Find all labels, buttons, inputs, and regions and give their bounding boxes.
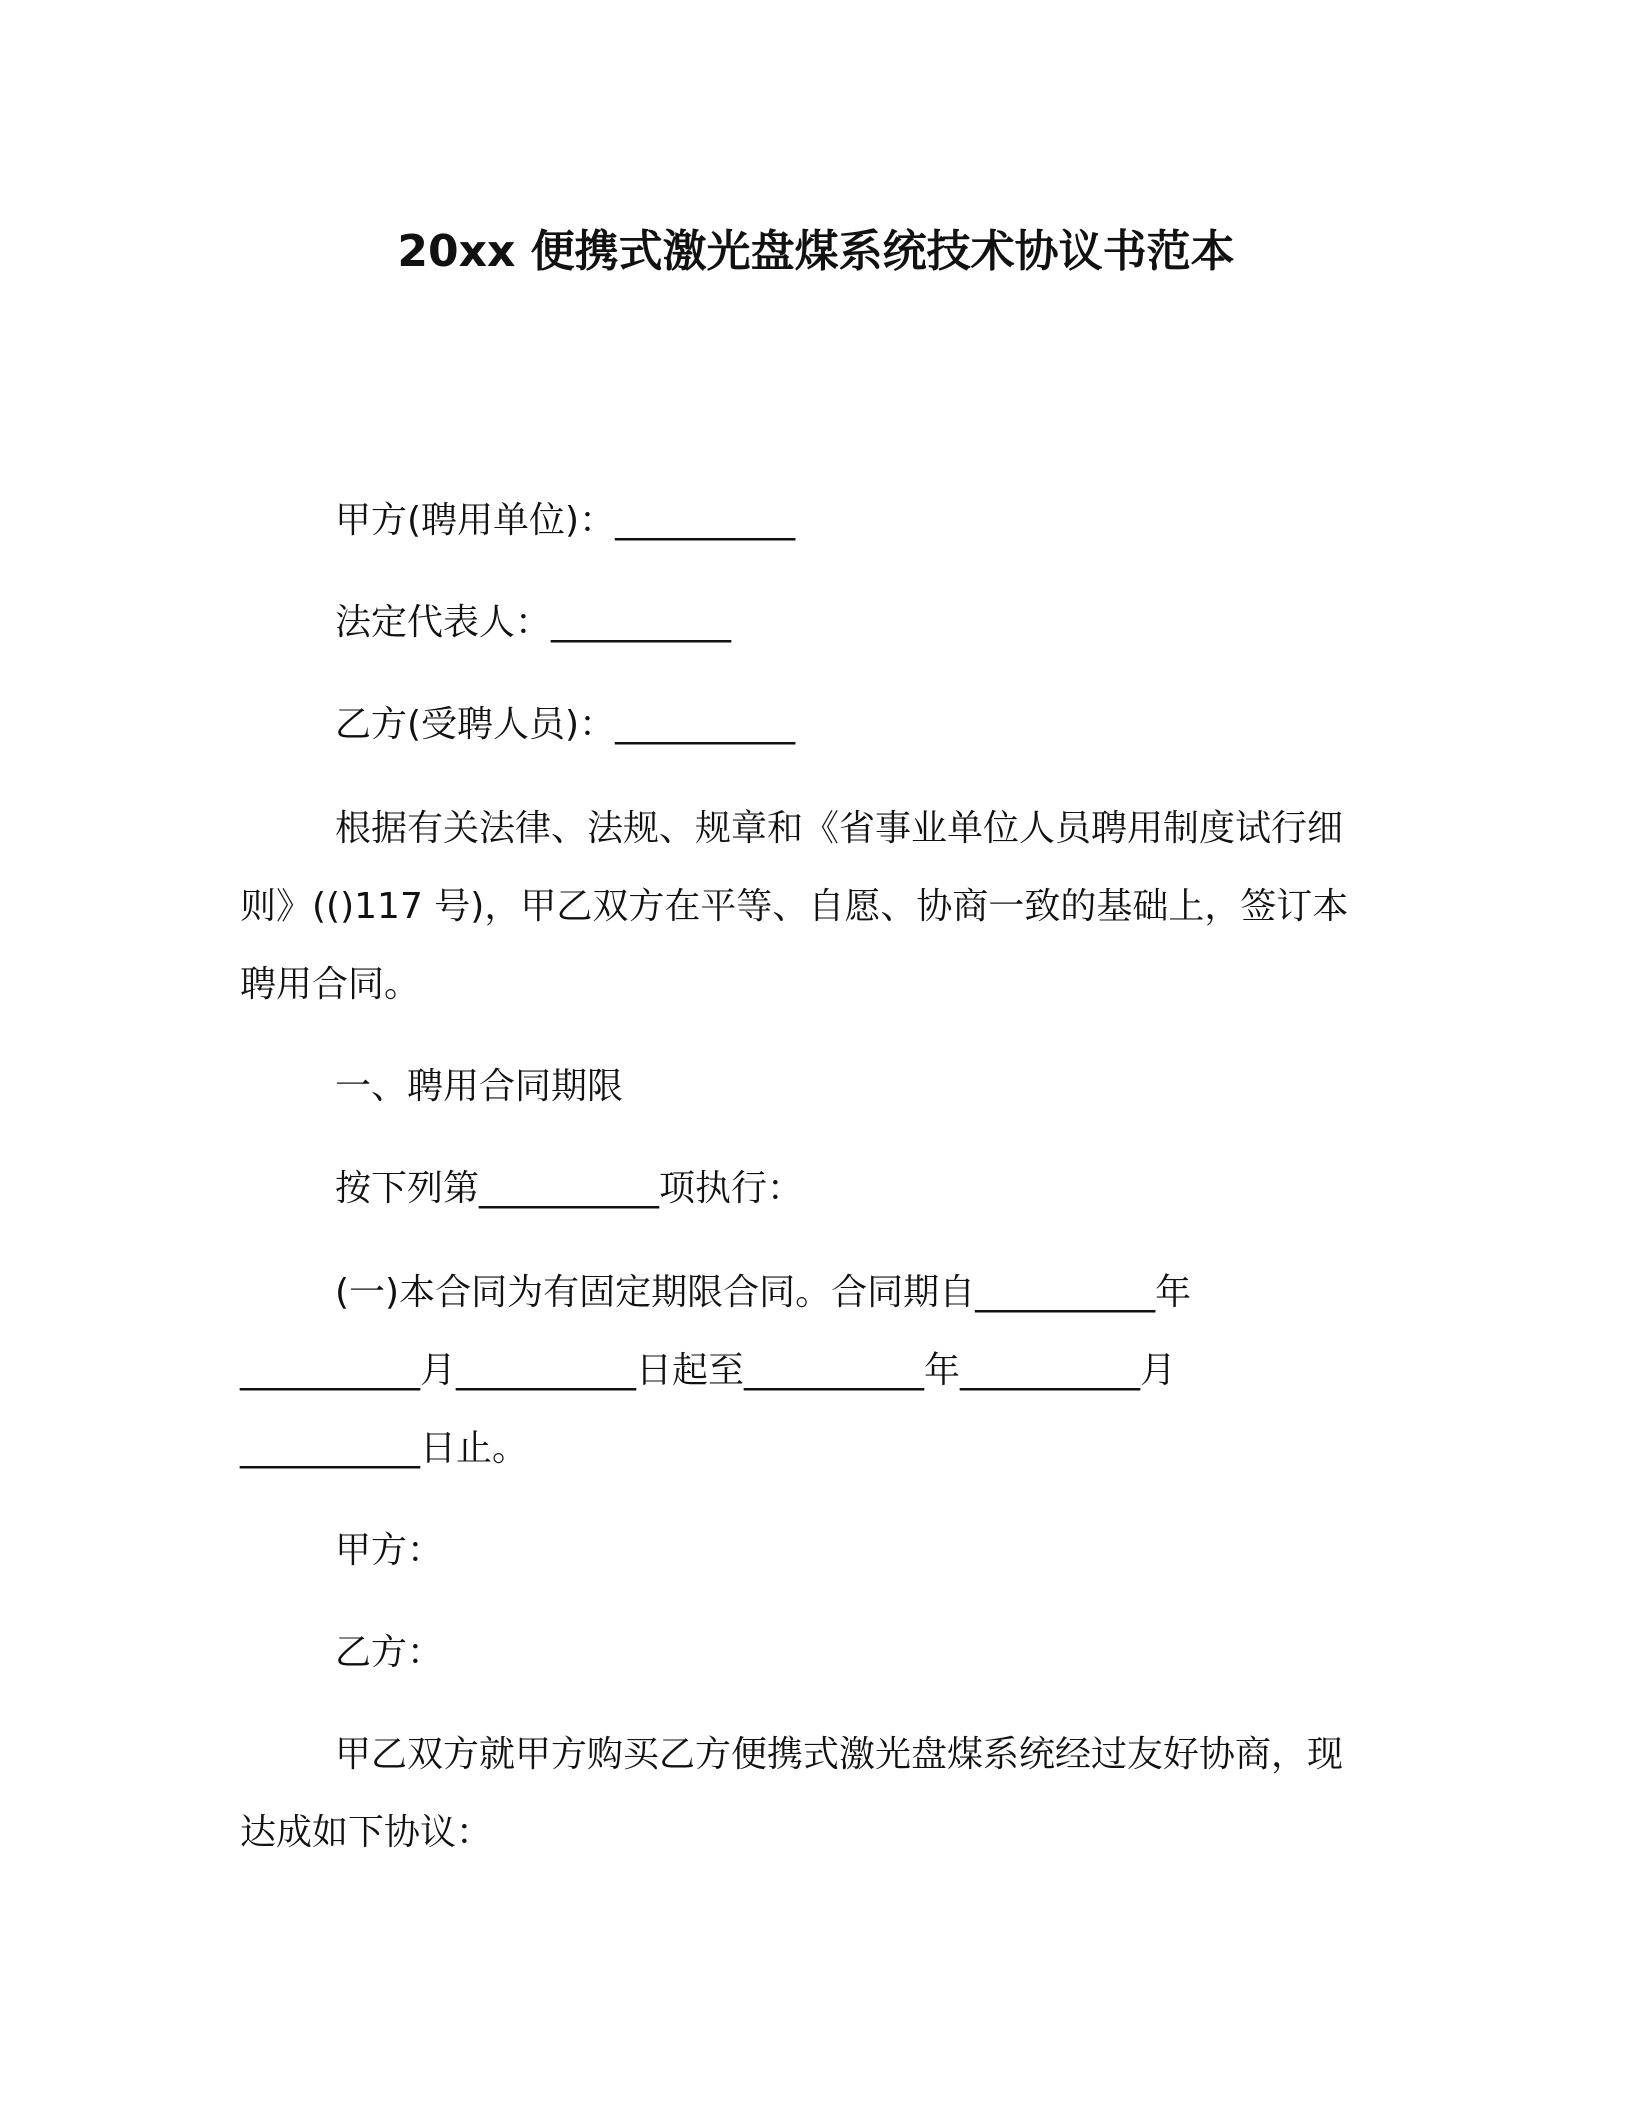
paragraph-line: 根据有关法律、法规、规章和《省事业单位人员聘用制度试行细	[335, 808, 1344, 849]
party-b-text: 乙方(受聘人员)：__________	[335, 704, 796, 745]
sign-party-b-text: 乙方：	[335, 1632, 444, 1673]
paragraph-line: 甲乙双方就甲方购买乙方便携式激光盘煤系统经过友好协商，现	[335, 1734, 1344, 1775]
section-1-heading	[240, 1048, 1380, 1126]
document-title: 20xx 便携式激光盘煤系统技术协议书范本	[397, 226, 1235, 277]
basis-paragraph	[240, 790, 1380, 1024]
paragraph-line: (一)本合同为有固定期限合同。合同期自__________年	[335, 1272, 1192, 1313]
party-b-line	[240, 686, 1380, 764]
agreement-paragraph	[240, 1716, 1380, 1872]
legal-representative-line	[240, 584, 1380, 662]
party-a-text: 甲方(聘用单位)：__________	[335, 500, 796, 541]
party-a-line	[240, 482, 1380, 560]
paragraph-line: 聘用合同。	[240, 964, 421, 1005]
paragraph-line: 则》(()117 号)，甲乙双方在平等、自愿、协商一致的基础上，签订本	[240, 886, 1349, 927]
sign-party-a-text: 甲方：	[335, 1530, 444, 1571]
sign-party-a	[240, 1512, 1380, 1590]
paragraph-line: 达成如下协议：	[240, 1812, 493, 1853]
fixed-term-paragraph	[240, 1254, 1380, 1488]
paragraph-line: __________日止。	[240, 1428, 529, 1469]
legal-representative-text: 法定代表人：__________	[335, 602, 732, 643]
sign-party-b	[240, 1614, 1380, 1692]
paragraph-line: __________月__________日起至__________年__________月	[240, 1350, 1177, 1391]
execute-line	[240, 1150, 1380, 1228]
section-heading-text: 一、聘用合同期限	[335, 1066, 624, 1107]
execute-text: 按下列第__________项执行：	[335, 1168, 804, 1209]
